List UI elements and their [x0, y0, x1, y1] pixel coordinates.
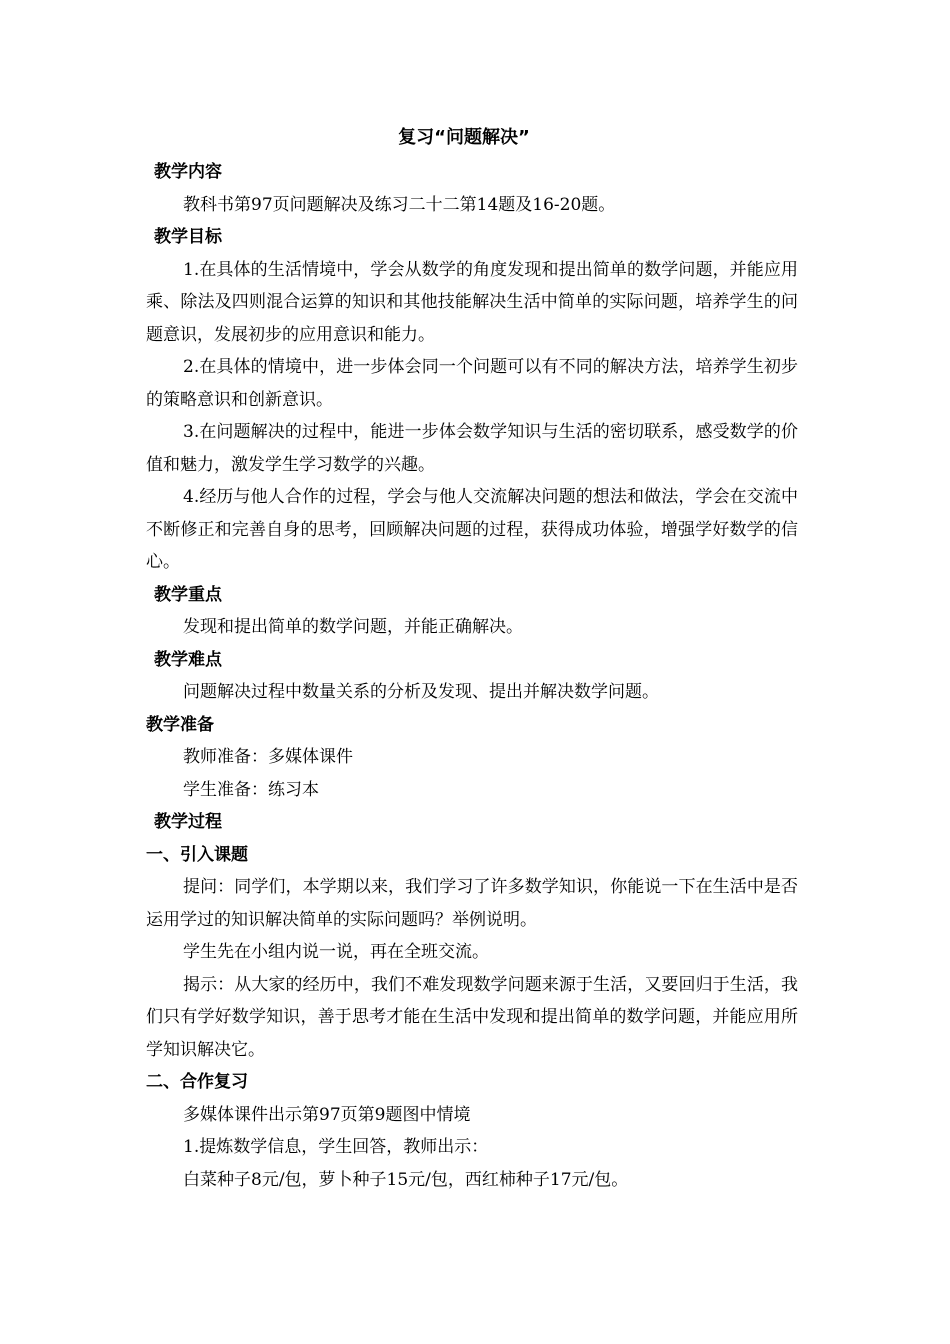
paragraph: 1.提炼数学信息，学生回答，教师出示：	[183, 1137, 489, 1157]
paragraph: 学生准备：练习本	[183, 779, 319, 800]
document-title: 复习“问题解决”	[398, 127, 530, 148]
paragraph: 教师准备：多媒体课件	[183, 747, 353, 767]
paragraph: 揭示：从大家的经历中，我们不难发现数学问题来源于生活，又要回归于生活，我们只有学好数学知识，善于思考才能在生活中发现和提出简单的数学问题，并能应用所学知识解决它。	[146, 974, 798, 1060]
section-heading-process: 教学过程	[154, 812, 222, 832]
section-heading-key-points: 教学重点	[154, 584, 222, 605]
section-heading-preparation: 教学准备	[146, 714, 214, 735]
section-heading-cooperative-review: 二、合作复习	[146, 1072, 248, 1092]
section-heading-content: 教学内容	[154, 162, 222, 182]
paragraph: 提问：同学们，本学期以来，我们学习了许多数学知识，你能说一下在生活中是否运用学过的知识解决简单的实际问题吗？举例说明。	[146, 877, 798, 930]
paragraph: 4.经历与他人合作的过程，学会与他人交流解决问题的想法和做法，学会在交流中不断修正和完善自身的思考，回顾解决问题的过程，获得成功体验，增强学好数学的信心。	[146, 487, 798, 572]
section-heading-objectives: 教学目标	[154, 227, 222, 247]
paragraph: 多媒体课件出示第97页第9题图中情境	[183, 1104, 471, 1125]
document-body	[146, 156, 798, 1196]
section-heading-difficulties: 教学难点	[154, 649, 222, 670]
paragraph: 白菜种子8元/包，萝卜种子15元/包，西红柿种子17元/包。	[183, 1169, 629, 1190]
paragraph: 1.在具体的生活情境中，学会从数学的角度发现和提出简单的数学问题，并能应用乘、除法及四则混合运算的知识和其他技能解决生活中简单的实际问题，培养学生的问题意识，发展初步的应用意识和能力。	[146, 259, 798, 345]
paragraph: 问题解决过程中数量关系的分析及发现、提出并解决数学问题。	[183, 682, 659, 702]
paragraph: 3.在问题解决的过程中，能进一步体会数学知识与生活的密切联系，感受数学的价值和魅力，激发学生学习数学的兴趣。	[146, 422, 798, 475]
paragraph: 学生先在小组内说一说，再在全班交流。	[183, 942, 489, 962]
paragraph: 发现和提出简单的数学问题，并能正确解决。	[183, 617, 523, 637]
paragraph: 教科书第97页问题解决及练习二十二第14题及16-20题。	[183, 194, 616, 215]
paragraph: 2.在具体的情境中，进一步体会同一个问题可以有不同的解决方法，培养学生初步的策略意识和创新意识。	[146, 357, 798, 410]
section-heading-introduction: 一、引入课题	[146, 844, 248, 865]
